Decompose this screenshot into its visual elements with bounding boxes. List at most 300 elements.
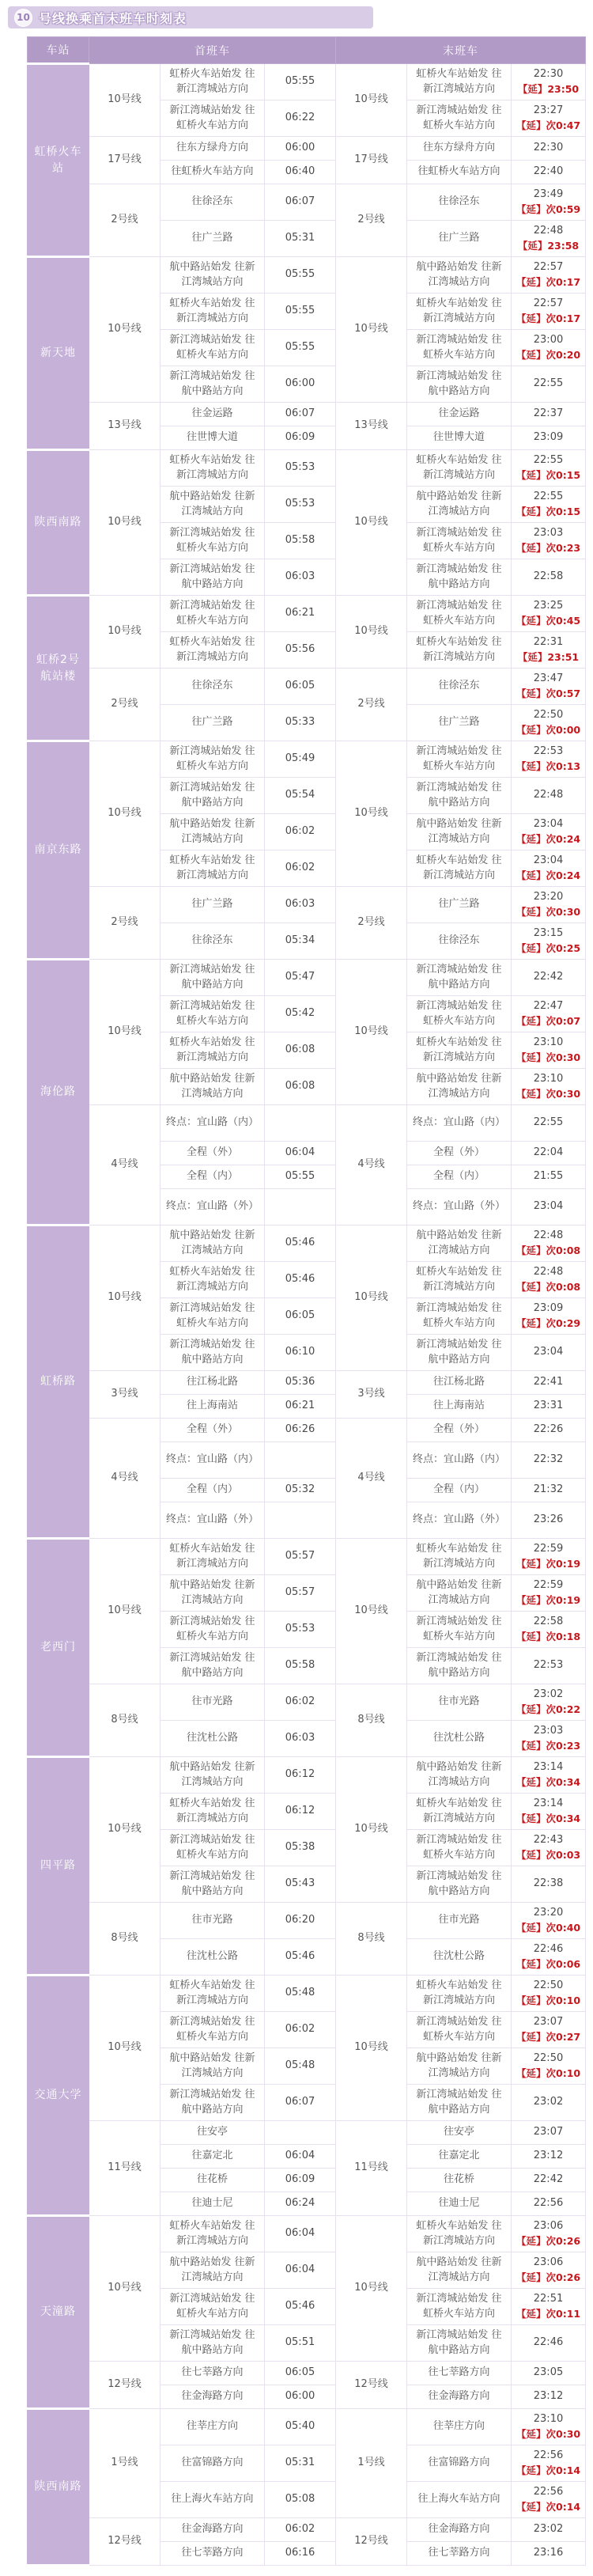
table-row bbox=[28, 1419, 586, 1442]
last-time-value: 23:07 bbox=[533, 2016, 564, 2029]
direction-cell-first: 虹桥火车站始发 往新江湾城站方向 bbox=[161, 450, 265, 487]
direction-cell-last: 新江湾城站始发 往虹桥火车站方向 bbox=[407, 2012, 512, 2048]
direction-cell-last: 往徐泾东 bbox=[407, 923, 512, 960]
direction-cell-first: 新江湾城站始发 往虹桥火车站方向 bbox=[161, 596, 265, 632]
line-cell-first: 2号线 bbox=[89, 184, 161, 257]
last-time-value: 22:58 bbox=[533, 1616, 564, 1628]
direction-cell-first: 虹桥火车站始发 往新江湾城站方向 bbox=[161, 850, 265, 887]
first-time-cell bbox=[265, 1105, 336, 1142]
last-time-value: 23:10 bbox=[533, 1073, 564, 1085]
last-time-cell bbox=[512, 1442, 586, 1479]
direction-cell-first: 新江湾城站始发 往虹桥火车站方向 bbox=[161, 2289, 265, 2325]
last-time-value: 23:02 bbox=[533, 2523, 564, 2536]
direction-cell-last: 往金海路方向 bbox=[407, 2385, 512, 2409]
last-time-cell bbox=[512, 1262, 586, 1298]
table-row bbox=[28, 1225, 586, 1262]
extended-last-time: 【延】次0:47 bbox=[516, 119, 581, 131]
last-time-value: 23:12 bbox=[533, 2150, 564, 2162]
first-time-cell: 05:31 bbox=[265, 2445, 336, 2482]
last-time-cell bbox=[512, 596, 586, 632]
line-cell-first: 17号线 bbox=[89, 137, 161, 184]
last-time-value: 22:57 bbox=[533, 297, 564, 310]
direction-cell-last: 往七莘路方向 bbox=[407, 2542, 512, 2566]
direction-cell-first: 往江杨北路 bbox=[161, 1371, 265, 1395]
line-cell-last: 10号线 bbox=[336, 450, 407, 596]
direction-cell-last: 新江湾城站始发 往虹桥火车站方向 bbox=[407, 1830, 512, 1866]
direction-cell-first: 往金运路 bbox=[161, 403, 265, 426]
direction-cell-first: 新江湾城站始发 往虹桥火车站方向 bbox=[161, 1830, 265, 1866]
direction-cell-first: 航中路站始发 往新江湾城站方向 bbox=[161, 487, 265, 523]
direction-cell-first: 全程（内） bbox=[161, 1479, 265, 1502]
line-cell-first: 1号线 bbox=[89, 2409, 161, 2518]
last-time-value: 22:48 bbox=[533, 789, 564, 801]
line-cell-first: 4号线 bbox=[89, 1419, 161, 1539]
direction-cell-last: 虹桥火车站始发 往新江湾城站方向 bbox=[407, 2216, 512, 2252]
first-time-cell: 06:02 bbox=[265, 814, 336, 850]
extended-last-time: 【延】次0:27 bbox=[516, 2030, 581, 2043]
last-time-cell bbox=[512, 1976, 586, 2012]
station-cell: 虹桥火车站 bbox=[28, 64, 89, 257]
last-time-cell bbox=[512, 1105, 586, 1142]
line-cell-last: 10号线 bbox=[336, 741, 407, 887]
extended-last-time: 【延】次0:13 bbox=[516, 760, 581, 772]
table-row bbox=[28, 669, 586, 705]
first-time-cell: 06:05 bbox=[265, 1298, 336, 1335]
extended-last-time: 【延】次0:03 bbox=[516, 1848, 581, 1861]
direction-cell-first: 往市光路 bbox=[161, 1903, 265, 1939]
line-cell-first: 11号线 bbox=[89, 2121, 161, 2216]
line-cell-first: 2号线 bbox=[89, 887, 161, 960]
direction-cell-first: 新江湾城站始发 往虹桥火车站方向 bbox=[161, 2012, 265, 2048]
direction-cell-last: 全程（外） bbox=[407, 1419, 512, 1442]
line-cell-last: 10号线 bbox=[336, 960, 407, 1105]
station-cell: 四平路 bbox=[28, 1757, 89, 1976]
first-time-cell: 05:33 bbox=[265, 705, 336, 741]
extended-last-time: 【延】次0:00 bbox=[516, 723, 581, 736]
extended-last-time: 【延】次0:40 bbox=[516, 1921, 581, 1934]
direction-cell-first: 虹桥火车站始发 往新江湾城站方向 bbox=[161, 294, 265, 330]
line-cell-first: 10号线 bbox=[89, 1757, 161, 1903]
last-time-value: 22:55 bbox=[533, 454, 564, 467]
last-time-value: 23:02 bbox=[533, 1688, 564, 1701]
extended-last-time: 【延】次0:17 bbox=[516, 275, 581, 288]
last-time-cell bbox=[512, 2445, 586, 2482]
station-cell: 南京东路 bbox=[28, 741, 89, 960]
table-row bbox=[28, 184, 586, 221]
last-time-value: 22:59 bbox=[533, 1579, 564, 1592]
last-time-cell bbox=[512, 2085, 586, 2121]
first-time-cell: 05:58 bbox=[265, 523, 336, 559]
last-time-cell bbox=[512, 2012, 586, 2048]
first-time-cell: 06:21 bbox=[265, 596, 336, 632]
first-time-cell: 06:05 bbox=[265, 2362, 336, 2385]
first-time-cell: 06:05 bbox=[265, 669, 336, 705]
last-time-value: 23:16 bbox=[533, 2547, 564, 2559]
last-time-cell bbox=[512, 1419, 586, 1442]
direction-cell-last: 新江湾城站始发 往虹桥火车站方向 bbox=[407, 523, 512, 559]
last-time-cell bbox=[512, 221, 586, 257]
direction-cell-last: 往上海火车站方向 bbox=[407, 2482, 512, 2518]
direction-cell-first: 往花桥 bbox=[161, 2169, 265, 2192]
direction-cell-first: 新江湾城站始发 往虹桥火车站方向 bbox=[161, 523, 265, 559]
last-time-value: 22:47 bbox=[533, 1000, 564, 1013]
direction-cell-first: 虹桥火车站始发 往新江湾城站方向 bbox=[161, 1794, 265, 1830]
direction-cell-last: 新江湾城站始发 往航中路站方向 bbox=[407, 1648, 512, 1684]
table-row bbox=[28, 137, 586, 161]
direction-cell-last: 新江湾城站始发 往航中路站方向 bbox=[407, 1335, 512, 1371]
direction-cell-first: 往世博大道 bbox=[161, 426, 265, 450]
extended-last-time: 【延】次0:17 bbox=[516, 312, 581, 324]
last-time-cell bbox=[512, 1371, 586, 1395]
first-time-cell: 06:26 bbox=[265, 1419, 336, 1442]
direction-cell-first: 虹桥火车站始发 往新江湾城站方向 bbox=[161, 1262, 265, 1298]
line-cell-first: 10号线 bbox=[89, 1225, 161, 1371]
first-time-cell: 05:48 bbox=[265, 2048, 336, 2085]
last-time-cell bbox=[512, 850, 586, 887]
first-time-cell: 06:09 bbox=[265, 2169, 336, 2192]
extended-last-time: 【延】次0:18 bbox=[516, 1630, 581, 1642]
last-time-cell bbox=[512, 2169, 586, 2192]
last-time-cell bbox=[512, 2385, 586, 2409]
first-time-cell: 06:04 bbox=[265, 2145, 336, 2169]
first-time-cell: 06:02 bbox=[265, 2518, 336, 2542]
direction-cell-first: 虹桥火车站始发 往新江湾城站方向 bbox=[161, 64, 265, 100]
table-row bbox=[28, 2409, 586, 2445]
direction-cell-last: 新江湾城站始发 往航中路站方向 bbox=[407, 2085, 512, 2121]
first-time-cell: 06:00 bbox=[265, 2385, 336, 2409]
direction-cell-first: 往安亭 bbox=[161, 2121, 265, 2145]
last-time-cell bbox=[512, 2216, 586, 2252]
line-cell-last: 4号线 bbox=[336, 1419, 407, 1539]
table-row bbox=[28, 403, 586, 426]
direction-cell-last: 虹桥火车站始发 往新江湾城站方向 bbox=[407, 450, 512, 487]
table-row bbox=[28, 741, 586, 778]
extended-last-time: 【延】23:50 bbox=[517, 82, 580, 95]
extended-last-time: 【延】次0:30 bbox=[516, 1087, 581, 1100]
first-time-cell: 05:57 bbox=[265, 1539, 336, 1575]
last-time-cell bbox=[512, 1648, 586, 1684]
first-time-cell: 05:55 bbox=[265, 294, 336, 330]
last-time-value: 23:05 bbox=[533, 2366, 564, 2379]
first-time-cell: 05:51 bbox=[265, 2325, 336, 2362]
extended-last-time: 【延】次0:07 bbox=[516, 1014, 581, 1027]
first-time-cell: 06:12 bbox=[265, 1757, 336, 1794]
line-cell-first: 8号线 bbox=[89, 1684, 161, 1757]
line-cell-last: 11号线 bbox=[336, 2121, 407, 2216]
direction-cell-first: 全程（外） bbox=[161, 1142, 265, 1165]
station-cell: 老西门 bbox=[28, 1539, 89, 1757]
direction-cell-last: 往花桥 bbox=[407, 2169, 512, 2192]
last-time-cell bbox=[512, 1069, 586, 1105]
last-time-cell bbox=[512, 1903, 586, 1939]
direction-cell-last: 新江湾城站始发 往虹桥火车站方向 bbox=[407, 1612, 512, 1648]
last-time-value: 22:59 bbox=[533, 1543, 564, 1555]
first-time-cell bbox=[265, 1189, 336, 1225]
first-time-cell: 05:57 bbox=[265, 1575, 336, 1612]
direction-cell-last: 新江湾城站始发 往航中路站方向 bbox=[407, 1866, 512, 1903]
first-time-cell: 05:46 bbox=[265, 1939, 336, 1976]
direction-cell-first: 新江湾城站始发 往航中路站方向 bbox=[161, 778, 265, 814]
station-column-header: 车站 bbox=[28, 37, 89, 64]
direction-cell-last: 航中路站始发 往新江湾城站方向 bbox=[407, 1575, 512, 1612]
direction-cell-first: 新江湾城站始发 往航中路站方向 bbox=[161, 1866, 265, 1903]
last-time-value: 22:57 bbox=[533, 261, 564, 274]
extended-last-time: 【延】次0:19 bbox=[516, 1593, 581, 1606]
direction-cell-last: 航中路站始发 往新江湾城站方向 bbox=[407, 487, 512, 523]
direction-cell-last: 往东方绿舟方向 bbox=[407, 137, 512, 161]
last-time-cell bbox=[512, 2252, 586, 2289]
first-time-cell: 06:02 bbox=[265, 850, 336, 887]
first-time-cell: 06:04 bbox=[265, 2216, 336, 2252]
last-time-value: 21:55 bbox=[533, 1170, 564, 1183]
first-time-cell: 06:12 bbox=[265, 1794, 336, 1830]
table-row bbox=[28, 2121, 586, 2145]
direction-cell-last: 航中路站始发 往新江湾城站方向 bbox=[407, 814, 512, 850]
direction-cell-first: 新江湾城站始发 往航中路站方向 bbox=[161, 2085, 265, 2121]
extended-last-time: 【延】次0:29 bbox=[516, 1316, 581, 1329]
first-time-cell: 05:47 bbox=[265, 960, 336, 996]
last-time-cell bbox=[512, 161, 586, 184]
direction-cell-first: 往广兰路 bbox=[161, 221, 265, 257]
line-cell-last: 10号线 bbox=[336, 2216, 407, 2362]
last-time-value: 23:04 bbox=[533, 1200, 564, 1213]
first-time-cell bbox=[265, 2121, 336, 2145]
direction-cell-last: 虹桥火车站始发 往新江湾城站方向 bbox=[407, 850, 512, 887]
line-cell-first: 3号线 bbox=[89, 1371, 161, 1419]
direction-cell-last: 虹桥火车站始发 往新江湾城站方向 bbox=[407, 1262, 512, 1298]
extended-last-time: 【延】次0:30 bbox=[516, 2427, 581, 2440]
last-time-value: 22:55 bbox=[533, 377, 564, 390]
direction-cell-last: 终点：宜山路（内） bbox=[407, 1442, 512, 1479]
extended-last-time: 【延】次0:22 bbox=[516, 1703, 581, 1715]
last-time-value: 22:30 bbox=[533, 68, 564, 81]
extended-last-time: 【延】次0:59 bbox=[516, 203, 581, 215]
table-row bbox=[28, 2216, 586, 2252]
line-cell-last: 17号线 bbox=[336, 137, 407, 184]
line-cell-first: 10号线 bbox=[89, 741, 161, 887]
extended-last-time: 【延】次0:14 bbox=[516, 2500, 581, 2513]
last-time-cell bbox=[512, 1612, 586, 1648]
line-cell-last: 12号线 bbox=[336, 2518, 407, 2566]
last-time-value: 23:49 bbox=[533, 188, 564, 201]
last-time-value: 22:43 bbox=[533, 1834, 564, 1847]
last-time-value: 22:48 bbox=[533, 1266, 564, 1279]
last-time-cell bbox=[512, 705, 586, 741]
extended-last-time: 【延】次0:20 bbox=[516, 348, 581, 361]
direction-cell-last: 往沈杜公路 bbox=[407, 1939, 512, 1976]
station-cell: 虹桥2号航站楼 bbox=[28, 596, 89, 741]
table-row bbox=[28, 2362, 586, 2385]
first-time-cell: 06:04 bbox=[265, 2252, 336, 2289]
station-cell: 海伦路 bbox=[28, 960, 89, 1225]
last-time-value: 22:48 bbox=[533, 225, 564, 237]
last-time-cell bbox=[512, 2121, 586, 2145]
last-time-value: 22:58 bbox=[533, 570, 564, 583]
last-time-value: 22:32 bbox=[533, 1453, 564, 1466]
first-time-cell: 06:02 bbox=[265, 2012, 336, 2048]
direction-cell-last: 新江湾城站始发 往虹桥火车站方向 bbox=[407, 100, 512, 137]
extended-last-time: 【延】次0:11 bbox=[516, 2307, 581, 2320]
last-time-value: 22:38 bbox=[533, 1877, 564, 1890]
extended-last-time: 【延】次0:24 bbox=[516, 832, 581, 845]
table-row bbox=[28, 887, 586, 923]
extended-last-time: 【延】次0:34 bbox=[516, 1812, 581, 1824]
last-time-value: 22:46 bbox=[533, 2336, 564, 2349]
extended-last-time: 【延】23:51 bbox=[517, 650, 580, 663]
station-cell: 天潼路 bbox=[28, 2216, 89, 2409]
direction-cell-last: 新江湾城站始发 往航中路站方向 bbox=[407, 960, 512, 996]
direction-cell-last: 终点：宜山路（外） bbox=[407, 1502, 512, 1539]
station-cell: 虹桥路 bbox=[28, 1225, 89, 1539]
table-row bbox=[28, 64, 586, 100]
direction-cell-last: 往上海南站 bbox=[407, 1395, 512, 1419]
last-time-value: 22:50 bbox=[533, 1979, 564, 1992]
extended-last-time: 【延】次0:26 bbox=[516, 2234, 581, 2247]
line-cell-first: 2号线 bbox=[89, 669, 161, 741]
first-time-cell: 06:16 bbox=[265, 2542, 336, 2566]
line-cell-first: 12号线 bbox=[89, 2518, 161, 2566]
direction-cell-last: 往徐泾东 bbox=[407, 669, 512, 705]
last-time-cell bbox=[512, 960, 586, 996]
last-time-value: 22:51 bbox=[533, 2293, 564, 2305]
last-time-value: 23:26 bbox=[533, 1513, 564, 1526]
first-time-cell: 05:46 bbox=[265, 2289, 336, 2325]
direction-cell-first: 往嘉定北 bbox=[161, 2145, 265, 2169]
page-title-text: 号线换乘首末班车时刻表 bbox=[39, 10, 187, 26]
first-train-column-header: 首班车 bbox=[89, 37, 336, 64]
direction-cell-last: 往广兰路 bbox=[407, 705, 512, 741]
first-time-cell: 05:54 bbox=[265, 778, 336, 814]
last-time-value: 22:50 bbox=[533, 2052, 564, 2065]
direction-cell-first: 往富锦路方向 bbox=[161, 2445, 265, 2482]
direction-cell-last: 往莘庄方向 bbox=[407, 2409, 512, 2445]
last-time-cell bbox=[512, 741, 586, 778]
direction-cell-first: 全程（外） bbox=[161, 1419, 265, 1442]
last-time-value: 22:37 bbox=[533, 407, 564, 420]
line-cell-first: 10号线 bbox=[89, 450, 161, 596]
direction-cell-last: 新江湾城站始发 往虹桥火车站方向 bbox=[407, 741, 512, 778]
direction-cell-first: 终点：宜山路（外） bbox=[161, 1189, 265, 1225]
direction-cell-last: 虹桥火车站始发 往新江湾城站方向 bbox=[407, 1032, 512, 1069]
direction-cell-first: 往七莘路方向 bbox=[161, 2362, 265, 2385]
extended-last-time: 【延】次0:23 bbox=[516, 541, 581, 554]
station-cell: 陕西南路 bbox=[28, 450, 89, 596]
direction-cell-first: 往东方绿舟方向 bbox=[161, 137, 265, 161]
first-time-cell: 06:00 bbox=[265, 366, 336, 403]
last-time-cell bbox=[512, 923, 586, 960]
direction-cell-last: 虹桥火车站始发 往新江湾城站方向 bbox=[407, 632, 512, 669]
extended-last-time: 【延】次0:10 bbox=[516, 2066, 581, 2079]
first-time-cell: 05:31 bbox=[265, 221, 336, 257]
last-time-value: 23:47 bbox=[533, 672, 564, 685]
last-time-value: 22:56 bbox=[533, 2197, 564, 2210]
direction-cell-last: 虹桥火车站始发 往新江湾城站方向 bbox=[407, 1976, 512, 2012]
last-time-value: 22:42 bbox=[533, 971, 564, 983]
first-time-cell: 06:08 bbox=[265, 1032, 336, 1069]
direction-cell-first: 往徐泾东 bbox=[161, 669, 265, 705]
line-cell-first: 10号线 bbox=[89, 257, 161, 403]
direction-cell-last: 航中路站始发 往新江湾城站方向 bbox=[407, 2252, 512, 2289]
direction-cell-last: 往徐泾东 bbox=[407, 184, 512, 221]
first-time-cell: 05:34 bbox=[265, 923, 336, 960]
last-time-value: 22:26 bbox=[533, 1423, 564, 1436]
direction-cell-first: 往虹桥火车站方向 bbox=[161, 161, 265, 184]
last-time-cell bbox=[512, 1830, 586, 1866]
direction-cell-last: 航中路站始发 往新江湾城站方向 bbox=[407, 1757, 512, 1794]
direction-cell-first: 航中路站始发 往新江湾城站方向 bbox=[161, 814, 265, 850]
direction-cell-first: 新江湾城站始发 往航中路站方向 bbox=[161, 559, 265, 596]
last-time-value: 22:53 bbox=[533, 1659, 564, 1672]
direction-cell-last: 新江湾城站始发 往虹桥火车站方向 bbox=[407, 996, 512, 1032]
direction-cell-first: 新江湾城站始发 往航中路站方向 bbox=[161, 1648, 265, 1684]
first-time-cell: 05:43 bbox=[265, 1866, 336, 1903]
last-time-cell bbox=[512, 1939, 586, 1976]
first-time-cell: 06:07 bbox=[265, 403, 336, 426]
direction-cell-last: 全程（内） bbox=[407, 1165, 512, 1189]
line-cell-last: 10号线 bbox=[336, 64, 407, 137]
line-cell-last: 10号线 bbox=[336, 1976, 407, 2121]
direction-cell-first: 航中路站始发 往新江湾城站方向 bbox=[161, 1757, 265, 1794]
first-time-cell: 06:07 bbox=[265, 2085, 336, 2121]
extended-last-time: 【延】次0:06 bbox=[516, 1957, 581, 1970]
table-header-row bbox=[28, 37, 586, 64]
line-cell-last: 13号线 bbox=[336, 403, 407, 450]
direction-cell-first: 新江湾城站始发 往航中路站方向 bbox=[161, 1335, 265, 1371]
last-time-value: 23:09 bbox=[533, 431, 564, 444]
first-time-cell: 06:40 bbox=[265, 161, 336, 184]
line-cell-last: 2号线 bbox=[336, 669, 407, 741]
direction-cell-last: 新江湾城站始发 往航中路站方向 bbox=[407, 2325, 512, 2362]
table-row bbox=[28, 257, 586, 294]
line-cell-first: 10号线 bbox=[89, 1976, 161, 2121]
direction-cell-first: 虹桥火车站始发 往新江湾城站方向 bbox=[161, 632, 265, 669]
first-time-cell: 05:46 bbox=[265, 1262, 336, 1298]
direction-cell-first: 虹桥火车站始发 往新江湾城站方向 bbox=[161, 1976, 265, 2012]
last-time-cell bbox=[512, 2482, 586, 2518]
direction-cell-first: 虹桥火车站始发 往新江湾城站方向 bbox=[161, 1539, 265, 1575]
direction-cell-first: 往七莘路方向 bbox=[161, 2542, 265, 2566]
direction-cell-first: 终点：宜山路（外） bbox=[161, 1502, 265, 1539]
line-cell-last: 10号线 bbox=[336, 1757, 407, 1903]
last-time-cell bbox=[512, 137, 586, 161]
last-time-value: 23:04 bbox=[533, 1346, 564, 1358]
direction-cell-first: 往莘庄方向 bbox=[161, 2409, 265, 2445]
direction-cell-last: 往江杨北路 bbox=[407, 1371, 512, 1395]
last-time-cell bbox=[512, 1142, 586, 1165]
last-time-cell bbox=[512, 426, 586, 450]
line-cell-first: 10号线 bbox=[89, 596, 161, 669]
direction-cell-first: 新江湾城站始发 往虹桥火车站方向 bbox=[161, 741, 265, 778]
direction-cell-first: 新江湾城站始发 往航中路站方向 bbox=[161, 2325, 265, 2362]
last-time-value: 23:20 bbox=[533, 1907, 564, 1919]
extended-last-time: 【延】次0:15 bbox=[516, 505, 581, 517]
last-time-value: 23:31 bbox=[533, 1400, 564, 1412]
line-cell-last: 1号线 bbox=[336, 2409, 407, 2518]
first-time-cell: 05:49 bbox=[265, 741, 336, 778]
direction-cell-first: 往徐泾东 bbox=[161, 184, 265, 221]
last-time-value: 23:20 bbox=[533, 891, 564, 903]
direction-cell-last: 虹桥火车站始发 往新江湾城站方向 bbox=[407, 64, 512, 100]
first-time-cell bbox=[265, 1502, 336, 1539]
table-row bbox=[28, 1684, 586, 1721]
direction-cell-last: 往沈杜公路 bbox=[407, 1721, 512, 1757]
last-time-value: 23:12 bbox=[533, 2390, 564, 2403]
line-number-badge: 10 bbox=[14, 9, 32, 27]
first-time-cell: 06:00 bbox=[265, 137, 336, 161]
extended-last-time: 【延】次0:19 bbox=[516, 1557, 581, 1570]
last-time-cell bbox=[512, 487, 586, 523]
direction-cell-first: 新江湾城站始发 往虹桥火车站方向 bbox=[161, 1298, 265, 1335]
